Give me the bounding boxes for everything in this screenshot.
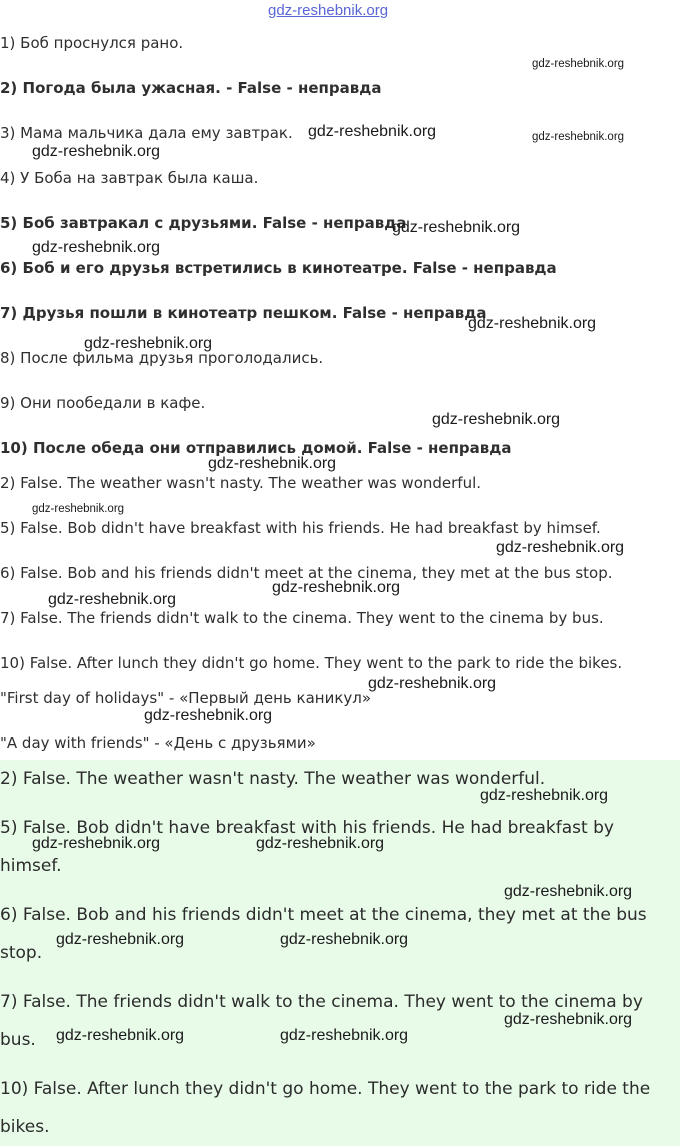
- correction-5: 5) False. Bob didn't have breakfast with his friends. He had breakfast by himsef.: [0, 519, 601, 537]
- watermark: gdz-reshebnik.org: [532, 58, 625, 70]
- watermark: gdz-reshebnik.org: [84, 335, 213, 352]
- statement-6: 6) Боб и его друзья встретились в кинотеатре. False - неправда: [0, 259, 557, 277]
- watermark: gdz-reshebnik.org: [468, 315, 597, 332]
- watermark: gdz-reshebnik.org: [432, 411, 561, 428]
- watermark: gdz-reshebnik.org: [272, 579, 401, 596]
- watermark: gdz-reshebnik.org: [504, 883, 633, 900]
- watermark: gdz-reshebnik.org: [280, 931, 409, 948]
- site-header-link[interactable]: gdz-reshebnik.org: [268, 2, 389, 19]
- statement-8: 8) После фильма друзья проголодались.: [0, 349, 324, 367]
- statement-2: 2) Погода была ужасная. - False - неправда: [0, 79, 382, 97]
- watermark: gdz-reshebnik.org: [480, 787, 609, 804]
- statement-9: 9) Они пообедали в кафе.: [0, 394, 206, 412]
- highlight-line: 2) False. The weather wasn't nasty. The weather was wonderful.: [0, 769, 546, 789]
- highlight-line: himsef.: [0, 856, 62, 876]
- watermark: gdz-reshebnik.org: [496, 539, 625, 556]
- watermark: gdz-reshebnik.org: [256, 835, 385, 852]
- watermark: gdz-reshebnik.org: [308, 123, 437, 140]
- correction-7: 7) False. The friends didn't walk to the cinema. They went to the cinema by bus.: [0, 609, 604, 627]
- statement-10: 10) После обеда они отправились домой. False - неправда: [0, 439, 512, 457]
- correction-6: 6) False. Bob and his friends didn't meet at the cinema, they met at the bus stop.: [0, 564, 613, 582]
- watermark: gdz-reshebnik.org: [144, 707, 273, 724]
- watermark: gdz-reshebnik.org: [32, 143, 161, 160]
- statement-3: 3) Мама мальчика дала ему завтрак.: [0, 124, 293, 142]
- watermark: gdz-reshebnik.org: [504, 1011, 633, 1028]
- highlight-line: 6) False. Bob and his friends didn't meet at the cinema, they met at the bus: [0, 905, 647, 925]
- watermark: gdz-reshebnik.org: [32, 835, 161, 852]
- title-option-1: "First day of holidays" - «Первый день каникул»: [0, 689, 372, 707]
- statement-4: 4) У Боба на завтрак была каша.: [0, 169, 259, 187]
- statement-5: 5) Боб завтракал с друзьями. False - неправда: [0, 214, 407, 232]
- watermark: gdz-reshebnik.org: [208, 455, 337, 472]
- highlight-line: bus.: [0, 1030, 36, 1050]
- correction-10: 10) False. After lunch they didn't go home. They went to the park to ride the bikes.: [0, 654, 623, 672]
- statement-1: 1) Боб проснулся рано.: [0, 34, 184, 52]
- statement-7: 7) Друзья пошли в кинотеатр пешком. False - неправда: [0, 304, 487, 322]
- highlighted-answer: [0, 760, 680, 1146]
- watermark: gdz-reshebnik.org: [368, 675, 497, 692]
- highlight-line: stop.: [0, 943, 43, 963]
- watermark: gdz-reshebnik.org: [32, 239, 161, 256]
- watermark: gdz-reshebnik.org: [56, 931, 185, 948]
- highlight-line: 10) False. After lunch they didn't go home. They went to the park to ride the: [0, 1079, 651, 1099]
- watermark: gdz-reshebnik.org: [48, 591, 177, 608]
- highlight-line: bikes.: [0, 1117, 50, 1137]
- highlight-line: 5) False. Bob didn't have breakfast with his friends. He had breakfast by: [0, 818, 614, 838]
- watermark: gdz-reshebnik.org: [32, 503, 125, 515]
- highlight-line: 7) False. The friends didn't walk to the cinema. They went to the cinema by: [0, 992, 643, 1012]
- correction-2: 2) False. The weather wasn't nasty. The weather was wonderful.: [0, 474, 482, 492]
- watermark: gdz-reshebnik.org: [532, 131, 625, 143]
- title-option-2: "A day with friends" - «День с друзьями»: [0, 734, 316, 752]
- watermark: gdz-reshebnik.org: [392, 219, 521, 236]
- watermark: gdz-reshebnik.org: [280, 1027, 409, 1044]
- watermark: gdz-reshebnik.org: [56, 1027, 185, 1044]
